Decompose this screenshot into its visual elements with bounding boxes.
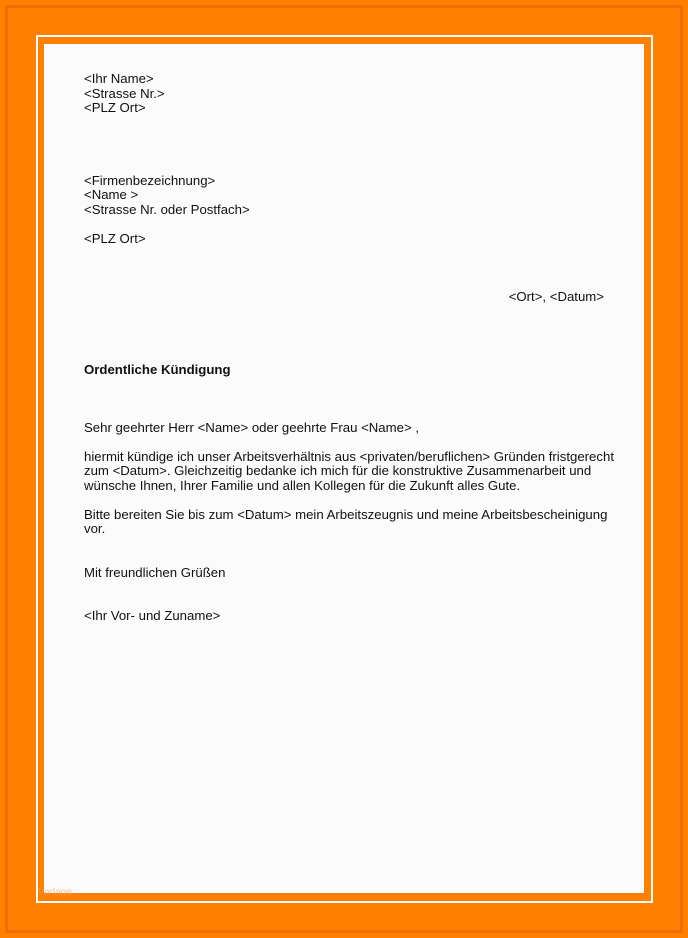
salutation: Sehr geehrter Herr <Name> oder geehrte Frau <Name> ,: [84, 419, 419, 435]
body-paragraph-1-line-3: wünsche Ihnen, Ihrer Familie und allen Kollegen für die Zukunft alles Gute.: [84, 477, 521, 493]
sender-city: <PLZ Ort>: [84, 100, 146, 115]
body-paragraph-2-line-1: Bitte bereiten Sie bis zum <Datum> mein Arbeitszeugnis und meine Arbeitsbescheinigung: [84, 506, 608, 522]
sender-name: <Ihr Name>: [84, 71, 154, 86]
body-paragraph-1-line-1: hiermit kündige ich unser Arbeitsverhältnis aus <privaten/beruflichen> Gründen fristgerecht: [84, 448, 614, 464]
body-paragraph-2-line-2: vor.: [84, 521, 106, 536]
body-paragraph-1-line-2: zum <Datum>. Gleichzeitig bedanke ich mich für die konstruktive Zusammenarbeit und: [84, 463, 592, 478]
recipient-street: <Strasse Nr. oder Postfach>: [84, 201, 250, 217]
place-date: <Ort>, <Datum>: [508, 288, 604, 304]
closing: Mit freundlichen Grüßen: [84, 564, 226, 580]
subject-line: Ordentliche Kündigung: [84, 361, 231, 377]
recipient-name: <Name >: [84, 187, 139, 202]
sender-street: <Strasse Nr.>: [84, 85, 165, 101]
signature: <Ihr Vor- und Zuname>: [84, 607, 221, 623]
watermark: Vorlage: [38, 887, 72, 898]
recipient-company: <Firmenbezeichnung>: [84, 172, 216, 188]
letter-page: [44, 44, 644, 893]
recipient-city: <PLZ Ort>: [84, 230, 146, 246]
